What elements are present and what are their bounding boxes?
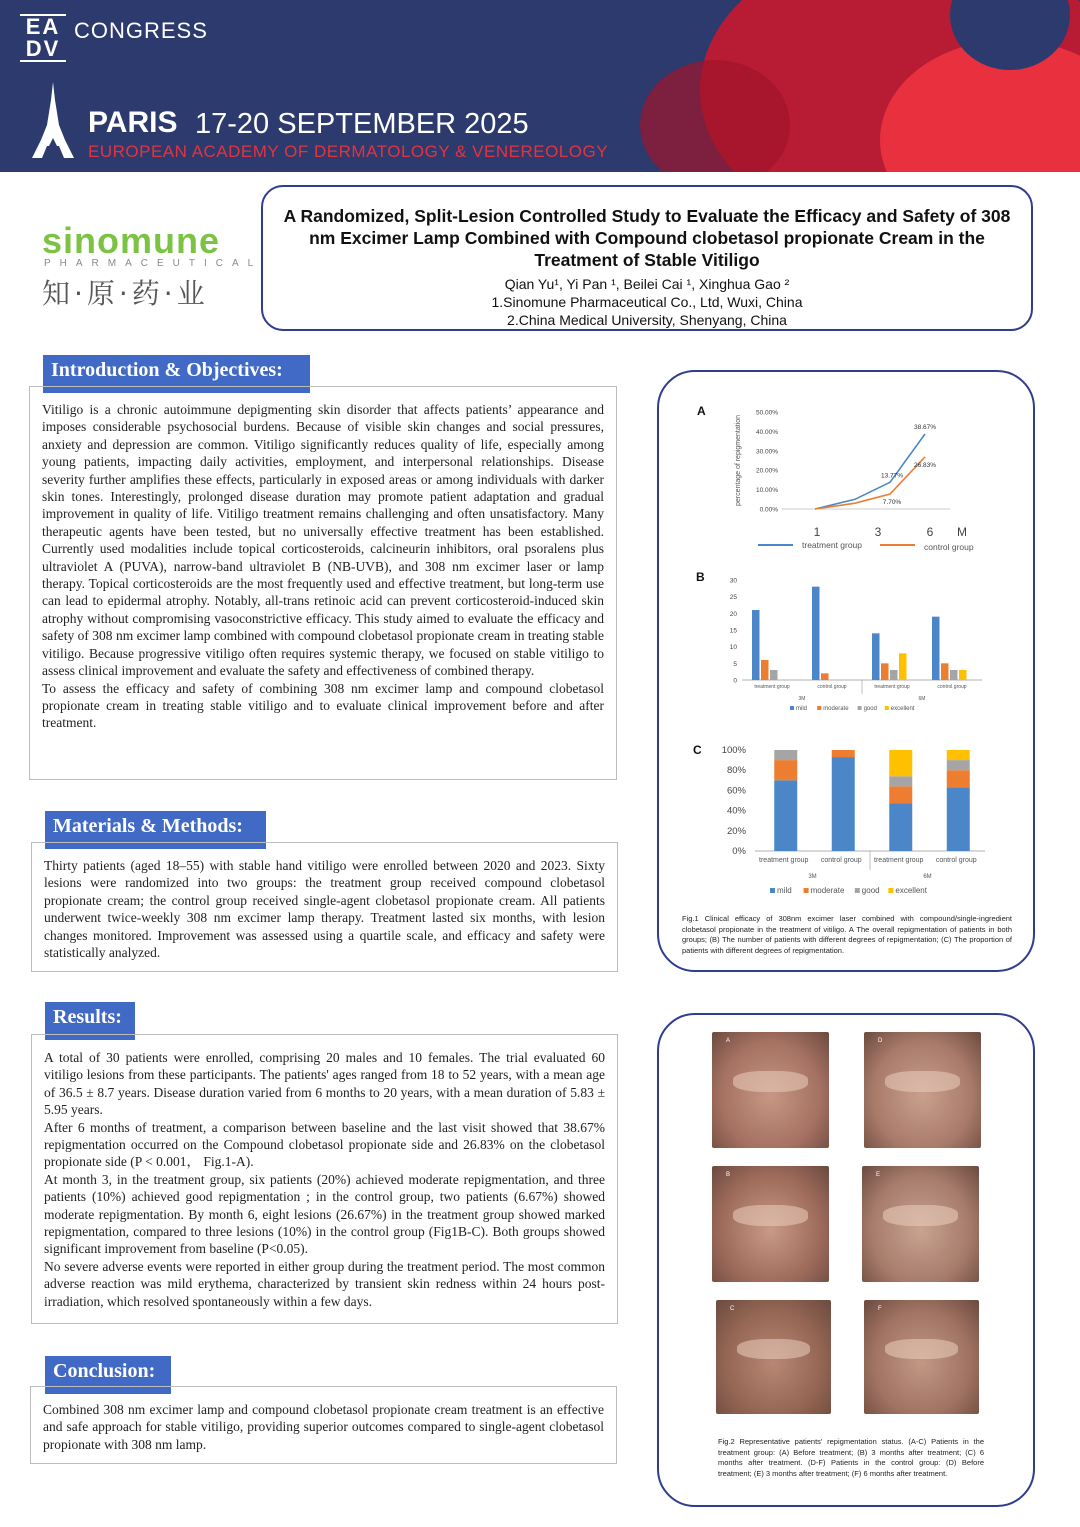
chart-b-bar-good: [770, 670, 778, 680]
chart-b-category-label: treatment group: [874, 684, 910, 690]
eiffel-tower-icon: [28, 80, 78, 160]
chart-a-line-control: [815, 457, 925, 509]
chart-a-legend-treatment: treatment group: [802, 540, 863, 550]
congress-label: CONGRESS: [74, 18, 208, 43]
methods-box: [31, 842, 618, 972]
chart-b-legend-moderate: moderate: [823, 706, 849, 712]
chart-b-ytick: 5: [733, 660, 737, 668]
chart-c-category-label: control group: [820, 857, 862, 864]
chart-c-ytick: 80%: [726, 765, 746, 777]
chart-b-bar-excellent: [959, 670, 967, 680]
chart-c-bar-mild: [774, 780, 797, 851]
chart-c-legend-good: good: [861, 886, 880, 895]
patient-hand-photo: [712, 1032, 829, 1148]
company-logo-name: sinomune: [42, 220, 221, 261]
chart-a-ytick: 20.00%: [755, 467, 778, 475]
conclusion-heading: Conclusion:: [45, 1356, 171, 1394]
patient-hand-photo: [864, 1300, 979, 1414]
conclusion-box: [30, 1386, 617, 1464]
chart-b-ytick: 20: [729, 610, 737, 618]
chart-c-legend-swatch: [888, 888, 893, 893]
chart-b-legend-excellent: excellent: [890, 706, 915, 712]
photo-label: D: [878, 1038, 883, 1044]
company-logo-sub: PHARMACEUTICAL: [44, 258, 263, 269]
chart-a-ytick: 10.00%: [755, 487, 778, 495]
results-box: [31, 1034, 618, 1324]
chart-b-legend-good: good: [863, 706, 877, 712]
chart-c-group-label: 6M: [923, 874, 932, 880]
chart-b-bar-mild: [812, 587, 820, 680]
chart-c-bar-moderate: [947, 770, 970, 787]
photo-label: F: [878, 1306, 882, 1312]
chart-b-legend-swatch: [817, 706, 821, 710]
chart-b-bar-good: [890, 670, 898, 680]
intro-paragraph-1: Vitiligo is a chronic autoimmune depigmenting skin disorder that affects patients’ appearance and imposes considerable psychosocial burdens. Because of visible skin changes and social pressures, anxiety and depression are common. Vitiligo significantly reduces quality of life, especially among young patients, impacting daily activities, employment, and interpersonal relationships. Disease severity further amplifies these effects, particularly in exposed areas or among individuals with darker skin tones. Interestingly, prolonged disease duration may promote patient adaptation and gradual improvement in quality of life. Vitiligo treatment remains challenging and often unsatisfactory. Many therapeutic agents have been tested, but no universally effective treatment has been established. Currently used modalities include topical corticosteroids, calcineurin inhibitors, oral psoralens plus ultraviolet A (PUVA), narrow-band ultraviolet B (NB-UVB), and 308 nm excimer laser or lamp therapy. Topical corticosteroids are the most frequently used and effective treatment, but long-term use can lead to epidermal atrophy. Notably, all-trans retinoic acid can prevent corticosteroid-induced skin atrophy without compromising vasoconstrictive efficacy. This study aimed to evaluate the efficacy and safety of 308 nm excimer lamp combined with compound clobetasol propionate cream in treating stable vitiligo. Because progressive vitiligo often requires systemic therapy, we focused on stable vitiligo to assess clinical improvement and evaluate the safety and effectiveness of combined therapy.: [42, 402, 604, 679]
chart-b-category-label: control group: [817, 684, 847, 690]
chart-c-ytick: 40%: [726, 805, 746, 817]
depigmented-lesion: [737, 1339, 811, 1360]
patient-hand-photo: [712, 1166, 829, 1282]
chart-c-ytick: 20%: [726, 825, 746, 837]
patient-hand-photo: [864, 1032, 981, 1148]
chart-c-bar-good: [889, 776, 912, 786]
chart-a-line: [710, 400, 1010, 555]
chart-b-ytick: 0: [733, 677, 737, 685]
chart-c-legend-swatch: [770, 888, 775, 893]
company-logo-cn: 知·原·药·业: [42, 277, 209, 310]
chart-b-bar-good: [950, 670, 958, 680]
chart-b-category-label: control group: [937, 684, 967, 690]
city-label: PARIS: [88, 106, 178, 139]
poster-title: A Randomized, Split-Lesion Controlled Study to Evaluate the Efficacy and Safety of 308 nm Excimer Lamp Combined with Compound clobetasol propionate Cream in the Treatment of Stable Vitiligo: [283, 206, 1011, 270]
affiliation-2: 2.China Medical University, Shenyang, China: [507, 312, 787, 328]
chart-a-xlabel: 1: [813, 525, 821, 539]
chart-b-bar-mild: [932, 617, 940, 680]
chart-a-xlabel: 6: [926, 525, 934, 539]
chart-c-category-label: control group: [935, 857, 977, 864]
chart-a-ytick: 50.00%: [755, 409, 778, 417]
results-heading: Results:: [45, 1002, 135, 1040]
chart-b-bar-moderate: [821, 673, 829, 680]
chart-b-category-label: treatment group: [754, 684, 790, 690]
conclusion-paragraph-1: Combined 308 nm excimer lamp and compound clobetasol propionate cream treatment is an effective and safe approach for stable vitiligo, providing superior outcomes compared to single-agent clobetasol propionate with 308 nm lamp.: [43, 1402, 604, 1452]
chart-c-legend-swatch: [855, 888, 860, 893]
dates-label: 17-20 SEPTEMBER 2025: [195, 108, 529, 140]
chart-b-bar-mild: [872, 633, 880, 680]
chart-b-legend-mild: mild: [796, 706, 808, 712]
chart-a-data-label: 7.70%: [882, 499, 902, 507]
chart-c-ytick: 100%: [721, 745, 746, 756]
chart-c-category-label: treatment group: [759, 857, 809, 864]
intro-paragraph-2: To assess the efficacy and safety of combining 308 nm excimer lamp and compound clobetasol propionate cream in treating stable vitiligo and to evaluate clinical improvement before and after treatment.: [42, 680, 604, 731]
chart-b-ytick: 30: [729, 577, 737, 585]
depigmented-lesion: [885, 1071, 960, 1092]
chart-c-bar-mild: [832, 757, 855, 851]
depigmented-lesion: [733, 1205, 808, 1226]
chart-a-data-label: 26.83%: [913, 461, 937, 469]
fig1-label-a: A: [697, 404, 706, 418]
chart-b-legend-swatch: [885, 706, 889, 710]
chart-c-bar-excellent: [947, 750, 970, 760]
chart-c-legend-moderate: moderate: [810, 886, 845, 895]
chart-a-ytick: 30.00%: [755, 448, 778, 456]
chart-b-group-label: 6M: [918, 696, 926, 702]
chart-c-bar-moderate: [774, 760, 797, 780]
chart-b-group-label: 3M: [798, 696, 806, 702]
chart-a-xlabel: 3: [874, 525, 882, 539]
chart-b-bar-moderate: [761, 660, 769, 680]
chart-c-legend-swatch: [804, 888, 809, 893]
patient-hand-photo: [716, 1300, 831, 1414]
academy-label: EUROPEAN ACADEMY OF DERMATOLOGY & VENEREOLOGY: [88, 142, 609, 161]
affiliation-1: 1.Sinomune Pharmaceutical Co., Ltd, Wuxi, China: [491, 294, 803, 310]
patient-hand-photo: [862, 1166, 979, 1282]
chart-c-legend-mild: mild: [777, 886, 792, 895]
chart-c-bar-moderate: [832, 750, 855, 757]
chart-a-data-label: 13.77%: [880, 472, 904, 480]
authors: Qian Yu¹, Yi Pan ¹, Beilei Cai ¹, Xinghua Gao ²: [504, 276, 790, 292]
depigmented-lesion: [733, 1071, 808, 1092]
eadv-logo: EA DV: [20, 14, 70, 60]
chart-c-bar-mild: [889, 804, 912, 851]
chart-c-bar-excellent: [889, 750, 912, 776]
photo-label: B: [726, 1172, 731, 1178]
chart-c-legend-excellent: excellent: [895, 886, 927, 895]
fig1-label-b: B: [696, 570, 705, 584]
chart-a-legend-control: control group: [924, 542, 974, 552]
photo-label: A: [726, 1038, 731, 1044]
figure1-caption: Fig.1 Clinical efficacy of 308nm excimer laser combined with compound/single-ingredient clobetasol propionate in the treatment of vitiligo. A The overall repigmentation of patients in both groups; (B) The number of patients with different degrees of repigmentation; (C) The proportion of patients with different degrees of repigmentation.: [682, 914, 1012, 955]
results-paragraph-4: No severe adverse events were reported in either group during the treatment period. The most common adverse reaction was mild erythema, characterized by transient skin redness within 24 hours post-irradiation, which resolved spontaneously within a few days.: [44, 1258, 605, 1309]
chart-b-bar: [715, 570, 1005, 720]
methods-heading: Materials & Methods:: [45, 811, 266, 849]
chart-a-ylabel: percentage of repigmentation: [735, 414, 742, 507]
intro-box: [29, 386, 617, 780]
chart-b-bar-moderate: [941, 663, 949, 680]
title-box: [261, 185, 1033, 331]
fig1-label-c: C: [693, 743, 702, 757]
depigmented-lesion: [883, 1205, 958, 1226]
chart-b-legend-swatch: [858, 706, 862, 710]
chart-c-bar-moderate: [889, 786, 912, 803]
chart-c-bar-good: [947, 760, 970, 770]
chart-c-bar-mild: [947, 787, 970, 851]
chart-c-ytick: 60%: [726, 785, 746, 797]
chart-b-bar-moderate: [881, 663, 889, 680]
figure2-caption: Fig.2 Representative patients' repigmentation status. (A-C) Patients in the treatment group: (A) Before treatment; (B) 3 months after treatment; (C) 6 months after treatment. (D-F) Patients in the control group: (D) Before treatment; (E) 3 months after treatment; (F) 6 months after treatment.: [718, 1437, 984, 1478]
chart-b-ytick: 10: [729, 644, 737, 652]
chart-c-stacked-bar: [705, 740, 1005, 905]
results-paragraph-3: At month 3, in the treatment group, six patients (20%) achieved moderate repigmentation, and three patients (10%) achieved good repigmentation ; in the control group, two patients (6.67%) showed moderate repigmentation. By month 6, eight lesions (26.67%) in the treatment group showed marked repigmentation, compared to three lesions (10%) in the control group (Fig1B-C). Both groups showed significant improvement from baseline (P<0.05).: [44, 1171, 605, 1257]
chart-b-ytick: 15: [729, 627, 737, 635]
chart-a-ytick: 0.00%: [759, 506, 778, 514]
chart-c-group-label: 3M: [808, 874, 817, 880]
chart-a-xlabel: M: [957, 525, 967, 539]
methods-paragraph-1: Thirty patients (aged 18–55) with stable hand vitiligo were enrolled between 2020 and 2023. Sixty lesions were randomized into two groups: the treatment group received compound clobetasol propionate cream; the control group received single-agent clobetasol propionate cream. All patients underwent twice-weekly 308 nm excimer lamp therapy. Treatment lasted six months, with lesion changes monitored. Improvement was assessed using a quartile scale, and efficacy and safety were statistically analyzed.: [44, 858, 605, 961]
chart-b-bar-mild: [752, 610, 760, 680]
chart-a-ytick: 40.00%: [755, 428, 778, 436]
chart-b-ytick: 25: [729, 594, 737, 602]
chart-a-data-label: 38.67%: [913, 423, 937, 431]
chart-c-category-label: treatment group: [874, 857, 924, 864]
chart-a-line-treatment: [815, 434, 925, 509]
chart-b-bar-excellent: [899, 653, 907, 680]
intro-heading: Introduction & Objectives:: [43, 355, 310, 393]
results-paragraph-2: After 6 months of treatment, a comparison between baseline and the last visit showed that 38.67% repigmentation occurred on the Compound clobetasol propionate side and 26.83% on the clobetasol propionate side (P < 0.001， Fig.1-A).: [44, 1119, 605, 1170]
chart-b-legend-swatch: [790, 706, 794, 710]
results-paragraph-1: A total of 30 patients were enrolled, comprising 20 males and 10 females. The trial evaluated 60 vitiligo lesions from these participants. The patients' ages ranged from 18 to 52 years, with a mean age of 36.5 ± 8.7 years. Disease duration varied from 6 months to 20 years, with a mean duration of 5.83 ± 5.95 years.: [44, 1050, 605, 1118]
photo-label: E: [876, 1172, 881, 1178]
photo-label: C: [730, 1306, 735, 1312]
depigmented-lesion: [885, 1339, 959, 1360]
chart-c-bar-good: [774, 750, 797, 760]
chart-c-ytick: 0%: [732, 846, 746, 857]
